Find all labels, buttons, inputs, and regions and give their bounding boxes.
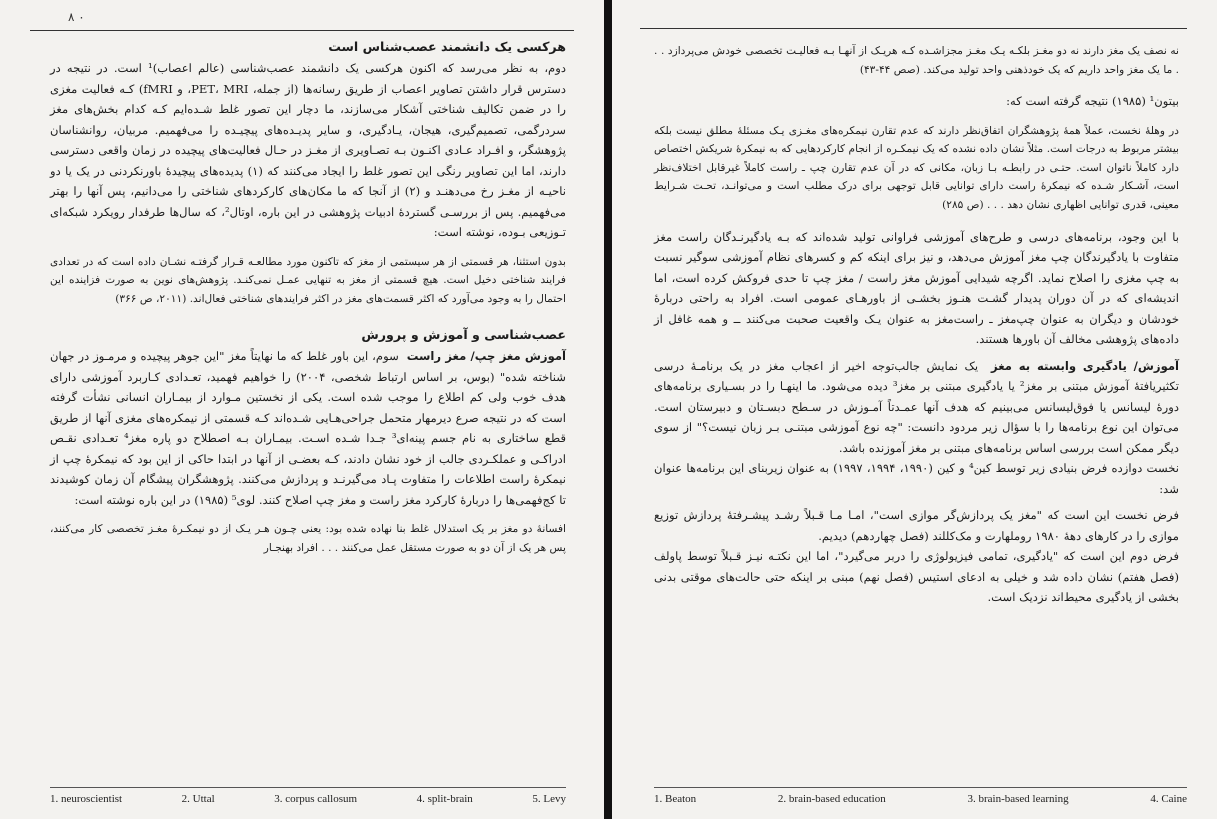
footnotes: [50, 787, 566, 805]
paragraph: فرض دوم این است که "یادگیری، تمامی فیزیولوژی را دربر می‌گیرد"، اما این نکتـه نیـز قـبلاً توسط پاولف (فصل هفتم) نشان داده شد و خیلی به ادعای استیس (فصل نهم) مبنی بر اینکه حتی حالت‌های موقتی بدنی بخشی از یادگیری محیط‌اند نزدیک است.: [654, 549, 1179, 605]
left-text-column: [50, 36, 566, 563]
paragraph: نخست دوازده فرض بنیادی زیر توسط کین⁴ و کین (۱۹۹۰، ۱۹۹۴، ۱۹۹۷) به عنوان زیربنای این برنامه‌ها عنوان شد:: [654, 461, 1179, 496]
footnote: 3. brain-based learning: [967, 793, 1069, 805]
footnote: 2. Uttal: [181, 793, 215, 805]
paragraph-text: یک نمایش جالب‌توجه اخیر از اعجاب مغز در یک برنامـهٔ درسی تکثیریافتهٔ آموزش مبتنی بر مغز² یا یادگیری مبتنی بر مغز³ دیده می‌شود. ما اینهـا را در بسـیاری برنامه‌های دورهٔ لیسانس یا فوق‌لیسانس می‌بینیم که هدف آنها عمـدتاً آمـوزش در سـطح دبسـتان و دبیرستان است. می‌توان این نوع برنامه‌ها را با سؤال زیر مردود دانست: "چه نوع آموزشی مبتنـی بـر زبان نیست؟" از سوی دیگر ممکن است بررسی اساس برنامه‌های مبتنی بر مغز آموزنده باشد.: [654, 358, 1179, 455]
footnotes: [654, 787, 1187, 805]
paragraph: [654, 356, 1179, 459]
footnote: 5. Levy: [532, 793, 566, 805]
block-quote: افسانهٔ دو مغز بر یک استدلال غلط بنا نهاده شده بود: یعنی چـون هـر یـک از دو نیمکـرهٔ مغـز تخصصی کار می‌کنند، پس هر یک از آن دو به صورت مستقل عمل می‌کنند . . . افراد بهنجـار: [50, 523, 566, 554]
footnote: 3. corpus callosum: [274, 793, 358, 805]
paragraph: با این وجود، برنامه‌های درسی و طرح‌های آموزشی فراوانی تولید شده‌اند که بـه یادگیرنـدگان راست مغز متفاوت با یادگیرندگان چپ مغز آموزش می‌دهد، و نیز برای اینکه کم و کسرهای نظام آموزشی سوگیر نسبت به چپ مغزی را اصلاح نماید. اگرچه شیدایی آموزش مغز راست / مغز چپ تا حدی فروکش کرده است، اما اندیشه‌ای که در آن دوران پدیدار گشـت هنـوز بخشـی از باورهـای عمومی است. افراد به راحتی دربارهٔ خودشان و دیگران به عنوان چپ‌مغز ـ راست‌مغز به عنوان یـک واقعیت صحبت می‌کنند ــ و همه غافل از داده‌های پژوهشی مخالف آن باورها هستند.: [654, 229, 1179, 347]
paragraph: دوم، به نظر می‌رسد که اکنون هرکسی یک دانشمند عصب‌شناسی (عالم اعصاب)¹ است. در نتیجه در دسترس قرار داشتن تصاویر اعصاب از طریق رسانه‌ها (از جمله، PET، MRI، و fMRI) کـه فعالیت مغزی را در ضمن تکالیف شناختی آشکار می‌سازند، ما دچار این تصور غلط شـده‌ایم کـه کدام بخش‌های مغز سردرگمی، تصمیم‌گیری، هیجان، یـادگیری، و سایر پدیـده‌های پیچیـده را می‌فهمیم. مربیان، روانشناسان پژوهشگر، و افـراد عـادی اکنـون بـه تصـاویری از مغـز در حـال فعالیت‌های پیچیده در زمان واقعی دسترسی دارند، اما این تصاویر رنگی این تصور غلط را ایجاد می‌کنند که (۱) پدیده‌های پیچیدهٔ باورنکردنی در یک یا دو ناحیـه از مغـز رخ می‌دهنـد و (۲) از آنجا که ما مکان‌های کارکردهای شناختی را می‌دانیم، پس آنها را بهتر می‌فهمیم. پس از بررسـی گستردهٔ ادبیات پژوهشی در این باره، اوتال²، که سال‌ها طرفدار رویکرد شبکه‌ای تـوزیعی بـوده، نوشته است:: [50, 61, 567, 239]
footnote: 4. Caine: [1150, 793, 1187, 805]
section-title: عصب‌شناسی و آموزش و پرورش: [361, 327, 566, 343]
left-page: [0, 0, 604, 819]
right-text-column: [654, 38, 1179, 608]
run-in-heading: آموزش مغز چپ/ مغز راست: [406, 349, 567, 364]
right-page: [612, 0, 1217, 819]
header-rule: [30, 30, 574, 31]
footnote: 2. brain-based education: [777, 793, 886, 805]
run-in-heading: آموزش/ یادگیری وابسته به مغز: [991, 358, 1179, 373]
block-quote: در وهلهٔ نخست، عملاً همهٔ پژوهشگران اتفاق‌نظر دارند که عدم تقارن نیمکره‌های مغـزی یـک مسئلهٔ مطلق نیست بلکه بیشتر مربوط به درجات است. مثلاً نشان داده نشده که یک نیمکـره از انجام کارکردهایی که به نیمکرهٔ شریکش اختصاص دارد کاملاً ناتوان است. حتـی در رابطـه بـا زبان، مکانی که در آن عدم تقارن چپ ـ راست کاملاً غیرقابل اختلاف‌نظر است، آشـکار شـده که نیمکرهٔ راست دارای توانایی قابل توجهی برای درک مطلب است و می‌توانـد، تحـت شـرایط معینی، قدری توانایی اظهاری نشان دهد . . . (ص ۲۸۵): [654, 124, 1179, 212]
block-quote: بدون استثنا، هر قسمتی از هر سیستمی از مغز که تاکنون مورد مطالعـه قـرار گرفتـه نشـان داده است که در تعدادی فرایند شناختی دخیل است. هیچ قسمتی از مغز به تنهایی عمـل نمی‌کنـد. پژوهش‌های نوین به صورت فزاینده این احتمال را به وجود می‌آورد که اکثر قسمت‌های مغز در اکثر فرایندهای شناختی فعال‌اند. (۲۰۱۱، ص ۳۶۶): [50, 255, 566, 305]
block-quote: نه نصف یک مغز دارند نه دو مغـز بلکـه یـک مغـز مجزاشـده کـه هریـک از آنهـا بـه فعالیـت تخصصی خودش می‌پردازد . . . ما یک مغز واحد داریم که یک خودذهنی واحد تولید می‌کند. (صص ۴۴-۴۳): [654, 45, 1179, 76]
paragraph: فرض نخست این است که "مغز یک پردازش‌گر موازی است"، امـا مـا قـبلاً رشـد پیشـرفتهٔ پردازش توزیع موازی را در کارهای دههٔ ۱۹۸۰ روملهارت و مک‌کللند (فصل چهاردهم) دیدیم.: [654, 508, 1179, 543]
footnote: 1. neuroscientist: [50, 793, 123, 805]
footnote: 1. Beaton: [654, 793, 697, 805]
paragraph: بیتون¹ (۱۹۸۵) نتیجه گرفته است که:: [1006, 94, 1179, 109]
book-spine: [604, 0, 612, 819]
page-header-mark: ٠ ٨: [68, 10, 85, 24]
paragraph-text: سوم، این باور غلط که ما نهایتاً مغز "این جوهر پیچیده و مرمـوز در جهان شناخته شده" (بوس، بر اساس ارتباط شخصی، ۲۰۰۴) را خواهیم فهمید، تعـدادی کـاربرد آموزشی دارای هدف خوب ولی کم اطلاع را موجب شده است. یکی از نخستین مـوارد از بیمـاران انسانی نشأت گرفته است که در نتیجه صرع دیرمهار متحمل جراحی‌هـایی شـده‌اند کـه قسمتی از نیمکره‌های مغزی آنها از طریق قطع ساختاری به نام جسم پینه‌ای³ جـدا شـده اسـت. بیمـاران بـه اصطلاح دو پاره مغز⁴ تعـدادی نقـص ادراکـی و عملکـردی جالب از خود نشان دادند، کـه بعضـی از آنها در ابتدا حاکی از این بود که نیمکرهٔ چپ از نیمکرهٔ راست اطلاعات را متفاوت پـاد می‌گیرنـد و پردازش می‌کنند. پژوهشگران پیشگام آن زمان کوشیدند تا کج‌فهمی‌ها را دربارهٔ کارکرد مغز راست و مغز چپ اصلاح کنند. لوی⁵ (۱۹۸۵) در این باره نوشته است:: [50, 349, 567, 507]
paragraph: [50, 346, 566, 510]
section-title: هرکسی یک دانشمند عصب‌شناس است: [328, 39, 566, 54]
footnote: 4. split-brain: [416, 793, 473, 805]
header-rule: [640, 28, 1187, 29]
